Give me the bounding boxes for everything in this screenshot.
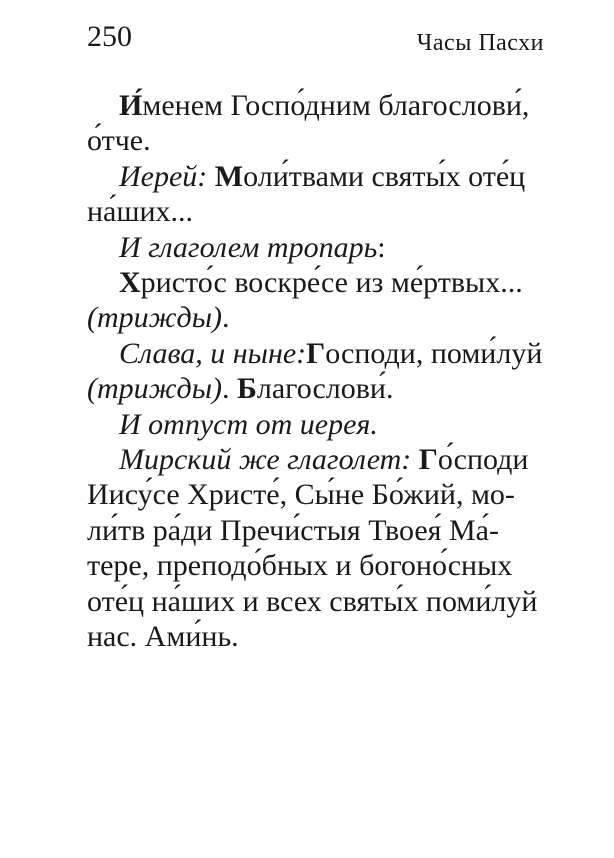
rubric: (трижды) bbox=[87, 301, 223, 335]
bold-initial: Г bbox=[306, 336, 326, 370]
page-number: 250 bbox=[87, 20, 132, 53]
text: менем Госпо́дним благослови́, bbox=[142, 89, 530, 122]
text: на́ших... bbox=[87, 195, 194, 229]
text: о́споди bbox=[437, 443, 529, 477]
text: : bbox=[377, 230, 386, 264]
paragraph-glory bbox=[87, 336, 544, 407]
text: ли́тв ра́ди Пречи́стыя Твоея́ Ма́- bbox=[87, 513, 499, 547]
bold-initial: Х bbox=[119, 266, 141, 300]
bold-initial: Г bbox=[418, 443, 438, 477]
paragraph-dismissal bbox=[87, 407, 544, 442]
rubric: И глаголем тропарь bbox=[119, 230, 378, 264]
paragraph-layman bbox=[87, 442, 544, 654]
text: тере, преподо́бных и богоно́сных bbox=[87, 549, 513, 583]
rubric: Мирский же глаголет: bbox=[119, 443, 412, 477]
text: оли́твами святы́х оте́ц bbox=[243, 159, 526, 193]
text: оте́ц на́ших и всех святы́х поми́луй bbox=[87, 584, 538, 618]
paragraph-troparion-rubric bbox=[87, 230, 544, 265]
text: о́тче. bbox=[87, 124, 151, 158]
rubric: (трижды) bbox=[87, 372, 223, 406]
liturgical-text bbox=[87, 88, 544, 655]
rubric: Иерей: bbox=[119, 159, 208, 193]
paragraph-blessing bbox=[87, 88, 544, 159]
text: ристо́с воскре́се из ме́ртвых... bbox=[140, 266, 523, 300]
text: осподи, поми́луй bbox=[325, 336, 543, 370]
rubric: Слава, и ныне: bbox=[119, 336, 307, 370]
text: нас. Ами́нь. bbox=[87, 620, 239, 654]
bold-initial: Б bbox=[237, 372, 257, 406]
text: . bbox=[222, 301, 230, 335]
running-title: Часы Пасхи bbox=[416, 30, 544, 56]
bold-initial: И́ bbox=[119, 89, 143, 122]
rubric: И отпуст от иерея. bbox=[119, 407, 378, 441]
text: Иису́се Христе́, Сы́не Бо́жий, мо- bbox=[87, 478, 515, 512]
page-header bbox=[87, 20, 544, 60]
paragraph-priest bbox=[87, 159, 544, 230]
text: лагослови́. bbox=[256, 372, 394, 406]
paragraph-troparion bbox=[87, 265, 544, 336]
bold-initial: М bbox=[214, 159, 244, 193]
text: . bbox=[222, 372, 230, 406]
